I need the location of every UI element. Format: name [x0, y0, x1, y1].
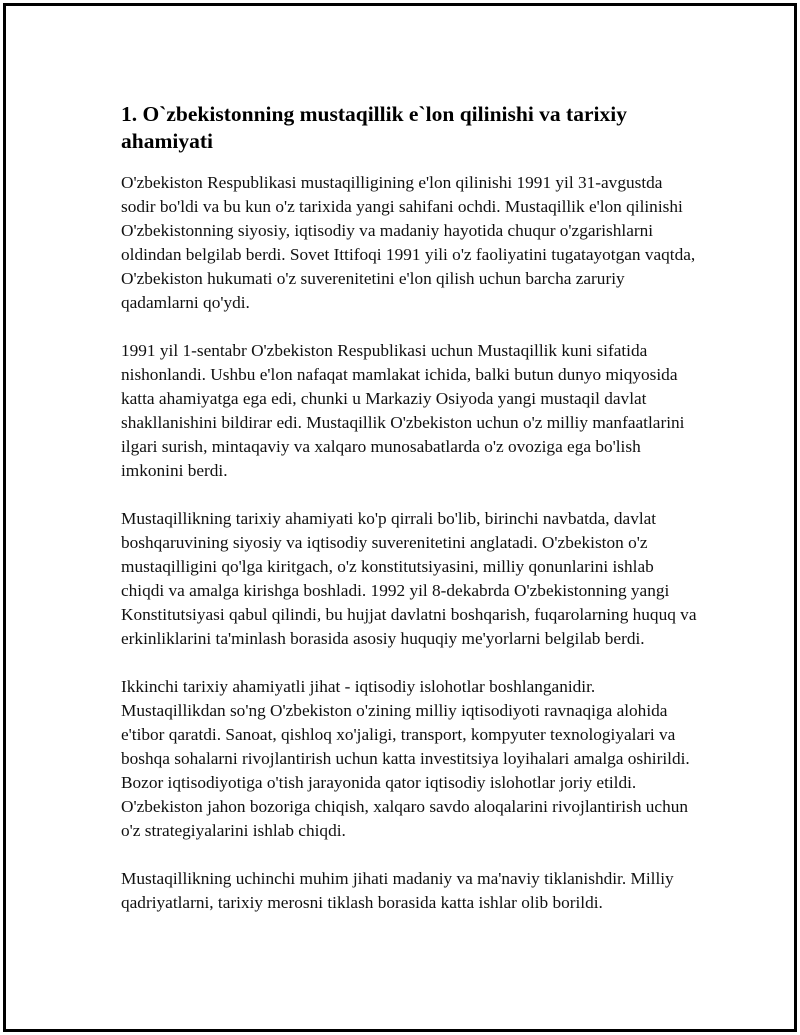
paragraph-1: O'zbekiston Respublikasi mustaqilligining e'lon qilinishi 1991 yil 31-avgustda sodir bo'ldi va bu kun o'z tarixida yangi sahifani ochdi. Mustaqillik e'lon qilinishi O'zbekistonning siyosiy, iqtisodiy va madaniy hayotida chuqur o'zgarishlarni oldindan belgilab berdi. Sovet Ittifoqi 1991 yili o'z faoliyatini tugatayotgan vaqtda, O'zbekiston hukumati o'z suverenitetini e'lon qilish uchun barcha zaruriy qadamlarni qo'ydi.: [121, 173, 696, 312]
paragraph-5: Mustaqillikning uchinchi muhim jihati madaniy va ma'naviy tiklanishdir. Milliy qadriyatlarni, tarixiy merosni tiklash borasida katta ishlar olib borildi.: [121, 869, 674, 912]
document-body: [121, 101, 701, 915]
paragraph-4: Ikkinchi tarixiy ahamiyatli jihat - iqtisodiy islohotlar boshlanganidir. Mustaqillikdan so'ng O'zbekiston o'zining milliy iqtisodiyoti ravnaqiga alohida e'tibor qaratdi. Sanoat, qishloq xo'jaligi, transport, kompyuter texnologiyalari va boshqa sohalarni rivojlantirish uchun katta investitsiya loyihalari amalga oshirildi. Bozor iqtisodiyotiga o'tish jarayonida qator iqtisodiy islohotlar joriy etildi. O'zbekiston jahon bozoriga chiqish, xalqaro savdo aloqalarini rivojlantirish uchun o'z strategiyalarini ishlab chiqdi.: [121, 677, 690, 840]
paragraph-2: 1991 yil 1-sentabr O'zbekiston Respublikasi uchun Mustaqillik kuni sifatida nishonlandi. Ushbu e'lon nafaqat mamlakat ichida, balki butun dunyo miqyosida katta ahamiyatga ega edi, chunki u Markaziy Osiyoda yangi mustaqil davlat shakllanishini bildirar edi. Mustaqillik O'zbekiston uchun o'z milliy manfaatlarini ilgari surish, mintaqaviy va xalqaro munosabatlarda o'z ovoziga ega bo'lish imkonini berdi.: [121, 341, 685, 480]
paragraph-3: Mustaqillikning tarixiy ahamiyati ko'p qirrali bo'lib, birinchi navbatda, davlat boshqaruvining siyosiy va iqtisodiy suverenitetini anglatadi. O'zbekiston o'z mustaqilligini qo'lga kiritgach, o'z konstitutsiyasini, milliy qonunlarini ishlab chiqdi va amalga kirishga boshladi. 1992 yil 8-dekabrda O'zbekistonning yangi Konstitutsiyasi qabul qilindi, bu hujjat davlatni boshqarish, fuqarolarning huquq va erkinliklarini ta'minlash borasida asosiy huquqiy me'yorlarni belgilab berdi.: [121, 509, 697, 648]
page-frame: [3, 3, 797, 1032]
document-title: 1. O`zbekistonning mustaqillik e`lon qilinishi va tarixiy ahamiyati: [121, 102, 627, 153]
